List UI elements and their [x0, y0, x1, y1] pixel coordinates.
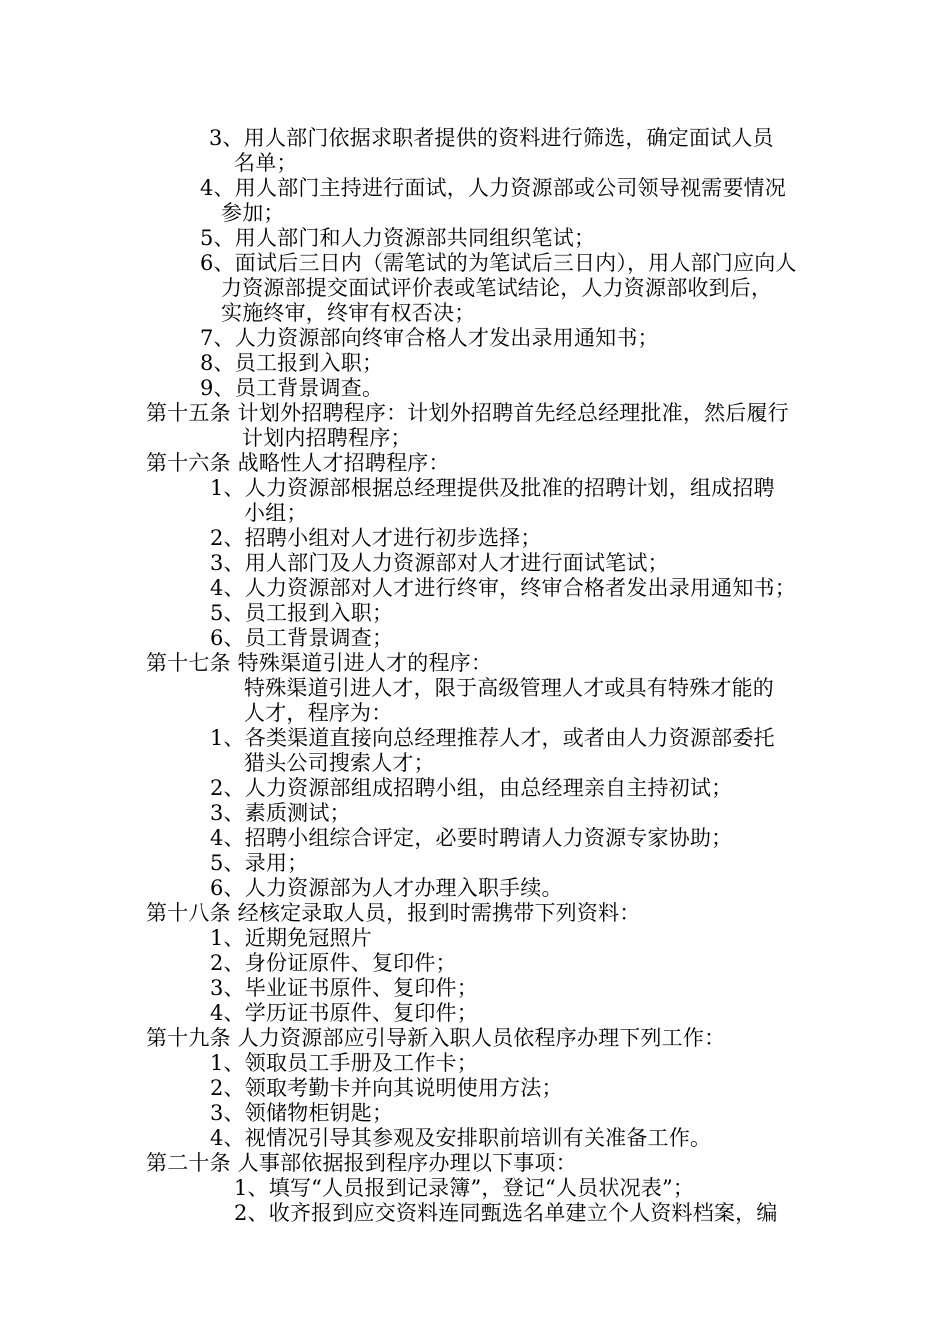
text-line: 2、身份证原件、复印件；: [210, 951, 457, 975]
text-line: 1、各类渠道直接向总经理推荐人才，或者由人力资源部委托: [210, 726, 775, 750]
text-line: 1、人力资源部根据总经理提供及批准的招聘计划，组成招聘: [210, 476, 775, 500]
text-line: 5、录用；: [210, 851, 309, 875]
text-line: 6、人力资源部为人才办理入职手续。: [210, 876, 563, 900]
text-line: 5、用人部门和人力资源部共同组织笔试；: [200, 226, 596, 250]
article-heading: 第二十条 人事部依据报到程序办理以下事项：: [146, 1151, 577, 1175]
text-line: 2、领取考勤卡并向其说明使用方法；: [210, 1076, 563, 1100]
text-line: 5、员工报到入职；: [210, 601, 394, 625]
article-heading: 第十七条 特殊渠道引进人才的程序：: [146, 651, 493, 675]
text-line: 力资源部提交面试评价表或笔试结论，人力资源部收到后，: [221, 276, 773, 300]
text-line: 9、员工背景调查。: [200, 376, 384, 400]
text-line: 实施终审，终审有权否决；: [221, 301, 476, 325]
text-line: 参加；: [221, 201, 285, 225]
article-heading: 第十五条 计划外招聘程序：计划外招聘首先经总经理批准，然后履行: [146, 401, 789, 425]
text-line: 2、收齐报到应交资料连同甄选名单建立个人资料档案，编: [234, 1201, 778, 1225]
text-line: 1、近期免冠照片: [210, 926, 372, 950]
text-line: 3、用人部门依据求职者提供的资料进行筛选，确定面试人员: [209, 126, 774, 150]
text-line: 4、招聘小组综合评定，必要时聘请人力资源专家协助；: [210, 826, 733, 850]
text-line: 4、用人部门主持进行面试，人力资源部或公司领导视需要情况: [200, 176, 786, 200]
text-line: 3、领储物柜钥匙；: [210, 1101, 394, 1125]
text-line: 3、用人部门及人力资源部对人才进行面试笔试；: [210, 551, 669, 575]
text-line: 4、人力资源部对人才进行终审，终审合格者发出录用通知书；: [210, 576, 796, 600]
text-line: 6、面试后三日内（需笔试的为笔试后三日内），用人部门应向人: [200, 251, 797, 275]
article-heading: 第十六条 战略性人才招聘程序：: [146, 451, 450, 475]
text-line: 3、素质测试；: [210, 801, 351, 825]
article-heading: 第十八条 经核定录取人员，报到时需携带下列资料：: [146, 901, 641, 925]
text-line: 1、领取员工手册及工作卡；: [210, 1051, 478, 1075]
text-line: 2、招聘小组对人才进行初步选择；: [210, 526, 542, 550]
text-line: 猎头公司搜索人才；: [244, 751, 435, 775]
text-line: 8、员工报到入职；: [200, 351, 384, 375]
text-line: 2、人力资源部组成招聘小组，由总经理亲自主持初试；: [210, 776, 733, 800]
text-line: 名单；: [234, 151, 298, 175]
text-line: 1、填写“人员报到记录簿”，登记“人员状况表”；: [234, 1176, 695, 1200]
text-line: 人才，程序为：: [244, 701, 393, 725]
text-line: 小组；: [244, 501, 308, 525]
text-line: 特殊渠道引进人才，限于高级管理人才或具有特殊才能的: [244, 676, 774, 700]
text-line: 计划内招聘程序；: [242, 426, 412, 450]
text-line: 3、毕业证书原件、复印件；: [210, 976, 478, 1000]
text-line: 7、人力资源部向终审合格人才发出录用通知书；: [200, 326, 659, 350]
text-line: 6、员工背景调查；: [210, 626, 394, 650]
article-heading: 第十九条 人力资源部应引导新入职人员依程序办理下列工作：: [146, 1026, 726, 1050]
text-line: 4、学历证书原件、复印件；: [210, 1001, 478, 1025]
text-line: 4、视情况引导其参观及安排职前培训有关准备工作。: [210, 1126, 712, 1150]
